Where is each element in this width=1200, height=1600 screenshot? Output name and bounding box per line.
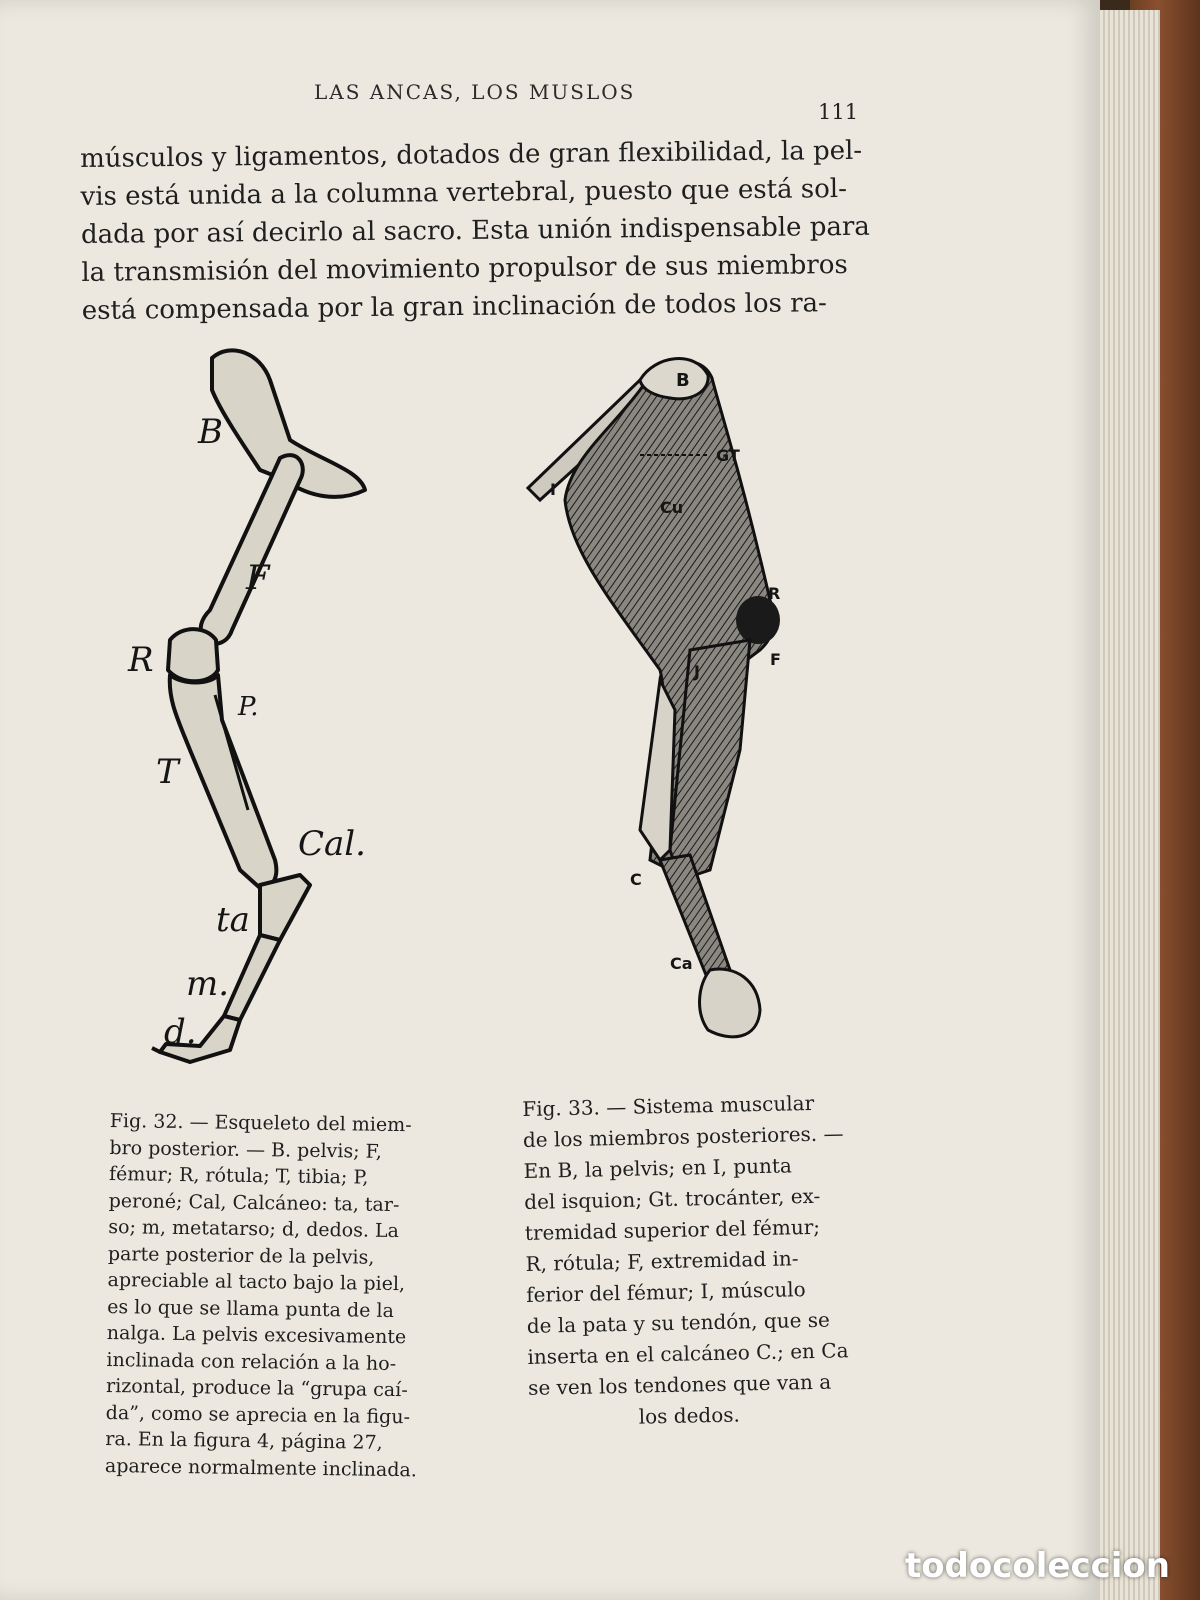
- caption-line: parte posterior de la pelvis,: [107, 1242, 375, 1269]
- fig32-label-R: R: [128, 640, 154, 680]
- page-number: 111: [818, 100, 859, 124]
- fig33-label-Cu: Cu: [660, 498, 684, 517]
- figure-33-caption: [522, 1087, 850, 1435]
- fig32-label-d: d.: [164, 1012, 197, 1052]
- fig33-label-C: C: [630, 870, 642, 889]
- caption-line: del isquion; Gt. trocánter, ex-: [524, 1183, 821, 1214]
- caption-line: R, rótula; F, extremidad in-: [525, 1246, 799, 1276]
- caption-line: bro posterior. — B. pelvis; F,: [109, 1136, 383, 1163]
- fig32-label-Cal: Cal.: [298, 824, 366, 864]
- fig32-label-P: P.: [238, 692, 259, 722]
- figure-32-caption: [105, 1108, 422, 1483]
- caption-line: ra. En la figura 4, página 27,: [105, 1427, 383, 1454]
- fig33-label-J: J: [694, 662, 700, 681]
- body-line: la transmisión del movimiento propulsor de sus miembros: [81, 249, 848, 288]
- body-line: dada por así decirlo al sacro. Esta unión indispensable para: [80, 211, 870, 250]
- fig32-label-ta: ta: [216, 900, 250, 940]
- fig33-label-I: I: [550, 480, 556, 499]
- fig32-label-B: B: [198, 412, 223, 452]
- caption-line: se ven los tendones que van a: [527, 1369, 832, 1400]
- caption-line: Fig. 32. — Esqueleto del miem-: [109, 1109, 412, 1137]
- figure-33-muscles: [520, 350, 810, 1050]
- running-head: LAS ANCAS, LOS MUSLOS: [314, 80, 636, 104]
- caption-line: apreciable al tacto bajo la piel,: [107, 1268, 406, 1296]
- muscle-drawing: [520, 350, 810, 1050]
- caption-line: aparece normalmente inclinada.: [104, 1454, 418, 1481]
- caption-line: fémur; R, rótula; T, tibia; P,: [108, 1162, 369, 1189]
- watermark: todocoleccion: [904, 1546, 1170, 1586]
- caption-line: inserta en el calcáneo C.; en Ca: [527, 1338, 849, 1369]
- caption-line: los dedos.: [638, 1402, 741, 1429]
- body-paragraph: [80, 132, 870, 330]
- caption-line: En B, la pelvis; en I, punta: [523, 1153, 793, 1183]
- caption-line: rizontal, produce la “grupa caí-: [105, 1374, 408, 1402]
- fig32-label-F: F: [246, 558, 270, 598]
- caption-line: es lo que se llama punta de la: [107, 1295, 395, 1322]
- caption-line: ferior del fémur; I, músculo: [525, 1277, 806, 1307]
- skeleton-drawing: [120, 340, 400, 1080]
- caption-line: so; m, metatarso; d, dedos. La: [108, 1215, 400, 1243]
- figure-32-skeleton: [120, 340, 400, 1080]
- fig33-label-B: B: [676, 370, 690, 391]
- fig32-label-T: T: [156, 752, 179, 792]
- caption-line: de los miembros posteriores. —: [522, 1121, 844, 1152]
- fig33-label-GT: GT: [716, 446, 740, 465]
- fig33-label-F: F: [770, 650, 781, 669]
- fig33-label-Ca: Ca: [670, 954, 693, 973]
- caption-line: tremidad superior del fémur;: [524, 1214, 821, 1245]
- caption-line: Fig. 33. — Sistema muscular: [522, 1090, 815, 1121]
- fig32-label-m: m.: [186, 964, 230, 1004]
- body-line: vis está unida a la columna vertebral, puesto que está sol-: [80, 173, 848, 212]
- caption-line: peroné; Cal, Calcáneo: ta, tar-: [108, 1189, 400, 1216]
- body-line: músculos y ligamentos, dotados de gran flexibilidad, la pel-: [80, 135, 863, 174]
- caption-line: inclinada con relación a la ho-: [106, 1348, 397, 1375]
- caption-line: de la pata y su tendón, que se: [526, 1307, 831, 1338]
- fig33-label-R: R: [768, 584, 781, 603]
- caption-line: da”, como se aprecia en la figu-: [105, 1401, 411, 1428]
- body-line: está compensada por la gran inclinación de todos los ra-: [81, 288, 828, 326]
- caption-line: nalga. La pelvis excesivamente: [106, 1321, 407, 1349]
